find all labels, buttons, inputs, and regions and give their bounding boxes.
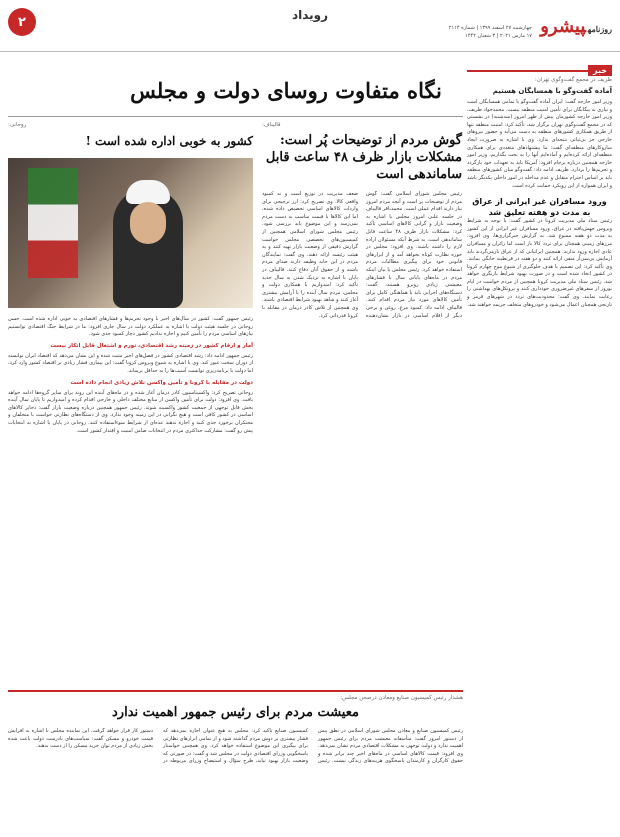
issue-date-line: چهارشنبه ۲۷ اسفند ۱۳۹۹ | شماره ۲۱۱۴ bbox=[448, 25, 532, 31]
news-column-header bbox=[467, 58, 612, 75]
center-story-title: گوش مردم از توضیحات پُر است: مشکلات بازار ظرف ۴۸ ساعت قابل ساماندهی است bbox=[265, 133, 462, 182]
logo-name: پیشرو bbox=[540, 16, 586, 37]
left-story-body bbox=[8, 316, 253, 706]
left-story-paragraph: رئیس جمهور گفت: کشور در سال‌های اخیر با وجود تحریم‌ها و فشارهای اقتصادی به خوبی اداره شده است. حسن روحانی در جلسه هیئت دولت با اشاره به عملکرد دولت در سال جاری افزود: ما در شرایط جنگ اقتصادی توانستیم نیازهای اساسی مردم را تأمین کنیم و اجازه ندادیم کشور دچار کمبود جدی شود. bbox=[8, 316, 253, 338]
qalibaf-story bbox=[262, 122, 462, 682]
main-headline: نگاه متفاوت روسای دولت و مجلس bbox=[130, 78, 442, 103]
second-brief-body: رئیس ستاد ملی مدیریت کرونا در کشور گفت: با توجه به شرایط ویروس جهش‌یافته در عراق، ورود مسافران غیر ایرانی از این کشور به مدت دو هفته ممنوع شد. به گزارش خبرگزاری‌ها، وی افزود: مرزهای زمینی همچنان برای تردد کالا باز است اما زائران و مسافران عادی اجازه ورود ندارند. همچنین ایرانیانی که از عراق بازمی‌گردند باید آزمایش پی‌سی‌آر منفی ارائه کنند و دو هفته در قرنطینه خانگی بمانند. وی تأکید کرد: این تصمیم با هدف جلوگیری از شیوع موج چهارم کرونا در کشور اتخاذ شده است و در صورت بهبود شرایط بازنگری خواهد شد. رئیس ستاد ملی مدیریت کرونا همچنین از مردم خواست در ایام نوروز از سفرهای غیرضروری خودداری کنند و پروتکل‌های بهداشتی را رعایت نمایند. وی گفت: محدودیت‌های تردد در شهرهای قرمز و نارنجی همچنان اعمال می‌شود و خودروهای متخلف جریمه خواهند شد. bbox=[467, 218, 612, 308]
left-story-kicker: روحانی: bbox=[8, 122, 27, 128]
iran-flag-graphic bbox=[28, 168, 78, 278]
newspaper-logo bbox=[536, 16, 612, 42]
turban-graphic bbox=[126, 180, 170, 204]
section-label: رویداد bbox=[291, 8, 329, 22]
rouhani-story bbox=[8, 122, 253, 682]
brief-body: وزیر امور خارجه گفت: ایران آماده گفت‌وگو با تمامی همسایگان است و نیازی به بیگانگان برای تأمین امنیت منطقه نیست. محمدجواد ظریف، وزیر امور خارجه کشورمان پیش از ظهر امروز (سه‌شنبه) در نشستی که در مجمع گفت‌وگوی تهران برگزار شد، تأکید کرد: امنیت منطقه تنها از طریق همکاری کشورهای منطقه به دست می‌آید و حضور نیروهای خارجی جز بی‌ثباتی نتیجه‌ای ندارد. وی با اشاره به ضرورت ایجاد سازوکارهای منطقه‌ای گفت: ما پیشنهادهای متعددی برای همکاری منطقه‌ای ارائه کرده‌ایم و آماده‌ایم آنها را به بحث بگذاریم. وزیر امور خارجه همچنین درباره برجام افزود: آمریکا باید به تعهدات خود بازگردد و تحریم‌ها را بردارد. ظریف ادامه داد: گفت‌وگو میان کشورهای منطقه باید بر اساس احترام متقابل و عدم مداخله در امور داخلی یکدیگر باشد و ایران همواره از این رویکرد حمایت کرده است. bbox=[466, 99, 612, 189]
left-story-subheading: دولت در مقابله با کرونا و تأمین واکسن تلاش زیادی انجام داده است bbox=[70, 379, 253, 386]
left-story-subheading: آمار و ارقام کشور در زمینه رشد اقتصادی، تورم و اشتغال قابل انکار نیست bbox=[50, 342, 253, 349]
bottom-story-kicker: هشدار رئیس کمیسیون صنایع ومعادن درصحن مجلس: bbox=[340, 695, 463, 701]
brief-title: آماده گفت‌وگو با همسایگان هستیم bbox=[492, 87, 612, 95]
logo-prefix: روزنامه bbox=[587, 24, 612, 34]
headline-divider bbox=[8, 116, 463, 117]
left-story-title: کشور به خوبی اداره شده است ! bbox=[85, 134, 253, 148]
issue-date-line-gregorian: ۱۷ مارس ۲۰۲۱ | ۳ شعبان ۱۴۴۲ bbox=[465, 33, 532, 39]
second-brief-title: ورود مسافران غیر ایرانی از عراق به مدت دو هفته تعلیق شد bbox=[472, 197, 607, 218]
left-story-paragraph: رئیس جمهور ادامه داد: رشد اقتصادی کشور در فصل‌های اخیر مثبت شده و این نشان می‌دهد که اقتصاد ایران توانسته از دوران سخت عبور کند. وی با اشاره به شیوع ویروس کرونا گفت: این بیماری فشار زیادی بر اقتصاد کشور وارد کرد، اما دولت با برنامه‌ریزی توانست آسیب‌ها را به حداقل برساند. bbox=[8, 352, 253, 374]
left-story-paragraph: روحانی تصریح کرد: واکسیناسیون کادر درمان آغاز شده و در ماه‌های آینده این روند برای سایر گروه‌ها ادامه خواهد یافت. وی افزود: دولت برای تأمین واکسن از منابع مختلف داخلی و خارجی اقدام کرده و امیدواریم تا پایان سال آینده بخش قابل توجهی از جمعیت کشور واکسینه شوند. رئیس جمهور همچنین درباره وضعیت بازار گفت: ذخایر کالاهای اساسی در کشور کافی است و هیچ نگرانی در این زمینه وجود ندارد. وی از دستگاه‌های نظارتی خواست با متخلفان و محتکران برخورد جدی کنند و اجازه ندهند عده‌ای از شرایط سوءاستفاده کنند. روحانی در پایان با اشاره به انتخابات پیش رو گفت: مشارکت حداکثری مردم در انتخابات ضامن امنیت و اقتدار کشور است. bbox=[8, 389, 253, 434]
right-news-column bbox=[467, 58, 612, 828]
masthead bbox=[0, 0, 620, 52]
center-story-kicker: قالیباف: bbox=[262, 122, 281, 128]
bottom-story-title: معیشت مردم برای رئیس جمهور اهمیت ندارد bbox=[112, 705, 359, 720]
rouhani-photo bbox=[8, 158, 253, 308]
face-graphic bbox=[130, 202, 166, 244]
page-number-badge: ۲ bbox=[8, 8, 36, 36]
bottom-story-body: رئیس کمیسیون صنایع و معادن مجلس شورای اسلامی در نطق پیش از دستور امروز گفت: متأسفانه معیشت مردم برای رئیس جمهور اهمیت ندارد و دولت توجهی به مشکلات اقتصادی مردم نشان نمی‌دهد. وی افزود: قیمت کالاهای اساسی در ماه‌های اخیر چند برابر شده و حقوق کارگران و کارمندان پاسخگوی هزینه‌های زندگی نیست. رئیس کمیسیون صنایع تأکید کرد: مجلس به هیچ عنوان اجازه نمی‌دهد که فشار بیشتری بر دوش مردم گذاشته شود و از تمامی ابزارهای نظارتی برای پیگیری این موضوع استفاده خواهد کرد. وی همچنین خواستار پاسخگویی وزرای اقتصادی دولت در مجلس شد و گفت: در صورتی که وضعیت بازار بهبود نیابد، طرح سؤال و استیضاح وزرای مربوطه در دستور کار قرار خواهد گرفت. این نماینده مجلس با اشاره به افزایش قیمت خودرو و مسکن گفت: سیاست‌های نادرست دولت باعث شده بخش زیادی از مردم توان خرید مسکن را از دست بدهند. bbox=[8, 728, 463, 765]
center-story-body: رئیس مجلس شورای اسلامی گفت: گوش مردم از توضیحات پر است و آنچه مردم امروز نیاز دارند اقدام عملی است. محمدباقر قالیباف در جلسه علنی امروز مجلس با اشاره به وضعیت بازار و گرانی کالاهای اساسی تأکید کرد: مشکلات بازار ظرف ۴۸ ساعت قابل ساماندهی است، به شرط آنکه مسئولان اراده لازم را داشته باشند. وی افزود: مجلس در حوزه نظارت کوتاه نخواهد آمد و از ابزارهای قانونی خود برای پیگیری مطالبات مردم استفاده خواهد کرد. رئیس مجلس با بیان اینکه مردم در ماه‌های پایانی سال با فشارهای معیشتی زیادی روبرو هستند، گفت: دستگاه‌های اجرایی باید با هماهنگی کامل برای تأمین کالاهای مورد نیاز مردم اقدام کنند. قالیباف ادامه داد: کمبود مرغ، روغن و برخی دیگر از اقلام اساسی در بازار نشان‌دهنده ضعف مدیریت در توزیع است و نه کمبود واقعی کالا. وی تصریح کرد: ارز ترجیحی برای واردات کالاهای اساسی تخصیص داده شده، اما این کالاها با قیمت مناسب به دست مردم نمی‌رسد و این موضوع باید بررسی شود. رئیس مجلس شورای اسلامی همچنین از کمیسیون‌های تخصصی مجلس خواست گزارش دقیقی از وضعیت بازار تهیه کنند و به هیئت رئیسه ارائه دهند. وی گفت: نمایندگان مردم در این خانه وظیفه دارند صدای مردم باشند و از حقوق آنان دفاع کنند. قالیباف در پایان با اشاره به نزدیک شدن به سال جدید تأکید کرد: امیدواریم با همکاری دولت و مجلس، مردم سال آینده را با آرامش بیشتری آغاز کنند و شاهد بهبود شرایط اقتصادی باشند. وی همچنین از تلاش کادر درمان در مقابله با کرونا قدردانی کرد. bbox=[262, 191, 462, 319]
issue-meta bbox=[372, 24, 532, 40]
news-column-label: خبر bbox=[588, 65, 612, 76]
bottom-story-divider bbox=[8, 690, 463, 692]
brief-kicker: ظریف در مجمع گفت‌وگوی تهران: bbox=[534, 77, 612, 83]
